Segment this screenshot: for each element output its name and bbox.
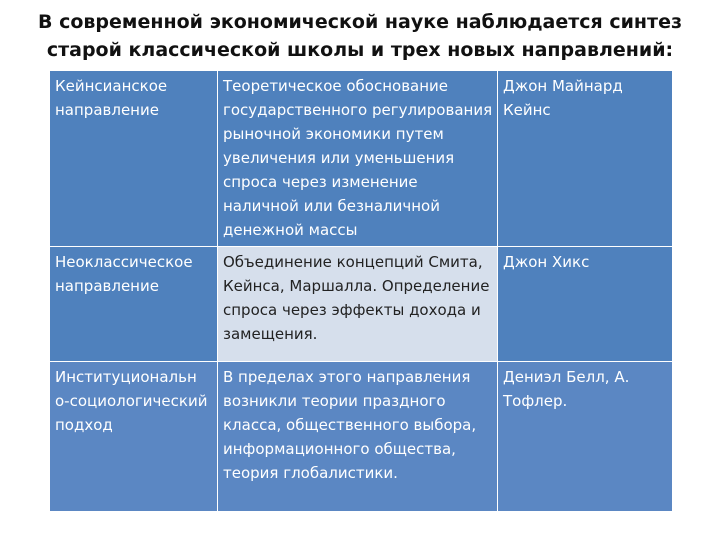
direction-description-cell: В пределах этого направления возникли теории праздного класса, общественного выбора, информационного общества, теория глобалистики. bbox=[218, 362, 498, 512]
direction-name-cell: Неоклассическое направление bbox=[50, 247, 218, 362]
table-row-institutional bbox=[50, 362, 673, 512]
direction-name-cell: Кейнсианское направление bbox=[50, 71, 218, 247]
table-row-neoclassical bbox=[50, 247, 673, 362]
directions-table bbox=[49, 70, 673, 512]
direction-authors-cell: Джон Хикс bbox=[498, 247, 673, 362]
table-row-keynesian bbox=[50, 71, 673, 247]
slide-title-line-2: старой классической школы и трех новых направлений: bbox=[46, 39, 674, 61]
direction-description-cell: Теоретическое обоснование государственного регулирования рыночной экономики путем увеличения или уменьшения спроса через изменение наличной или безналичной денежной массы bbox=[218, 71, 498, 247]
direction-authors-cell: Джон Майнард Кейнс bbox=[498, 71, 673, 247]
direction-authors-cell: Дениэл Белл, А. Тофлер. bbox=[498, 362, 673, 512]
slide-title-line-1: В современной экономической науке наблюдается синтез bbox=[38, 11, 682, 33]
slide-title bbox=[20, 8, 700, 64]
direction-description-cell: Объединение концепций Смита, Кейнса, Маршалла. Определение спроса через эффекты дохода и замещения. bbox=[218, 247, 498, 362]
direction-name-cell: Институциональн о-социологический подход bbox=[50, 362, 218, 512]
